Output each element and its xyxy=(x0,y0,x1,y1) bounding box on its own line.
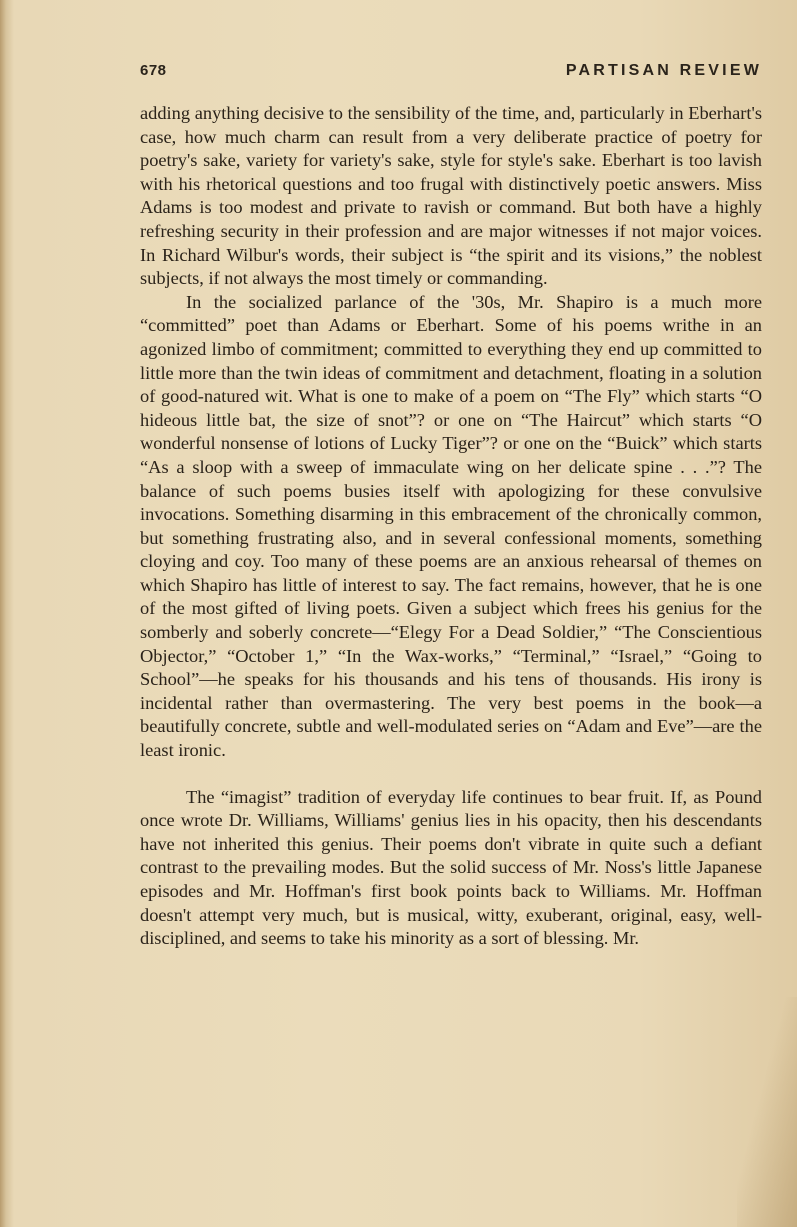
page-number: 678 xyxy=(140,62,167,79)
journal-title: PARTISAN REVIEW xyxy=(565,62,762,79)
paragraph-3: The “imagist” tradition of everyday life continues to bear fruit. If, as Pound once wrote Dr. Williams, Williams' genius lies in his opacity, then his descendants have not inherited this genius. Their poems don't vibrate in quite such a defiant contrast to the prevailing modes. But the solid success of Mr. Noss's little Japanese episodes and Mr. Hoffman's first book points back to Williams. Mr. Hoffman doesn't attempt very much, but is musical, witty, exuberant, original, easy, well-disciplined, and seems to take his minority as a sort of blessing. Mr. xyxy=(140,786,762,949)
paragraph-2: In the socialized parlance of the '30s, Mr. Shapiro is a much more “committed” poet than Adams or Eberhart. Some of his poems writhe in an agonized limbo of commitment; committed to everything they end up committed to little more than the twin ideas of commitment and detachment, floating in a solution of good-natured wit. What is one to make of a poem on “The Fly” which starts “O hideous little bat, the size of snot”? or one on “The Haircut” which starts “O wonderful nonsense of lotions of Lucky Tiger”? or one on the “Buick” which starts “As a sloop with a sweep of immaculate wing on her delicate spine . . .”? The balance of such poems busies itself with apologizing for these convulsive invocations. Something disarming in this embracement of the chronically common, but something frustrating also, and in several confessional moments, something cloying and coy. Too many of these poems are an anxious rehearsal of themes on which Shapiro has little of interest to say. The fact remains, however, that he is one of the most gifted of living poets. Given a subject which frees his genius for the somberly and soberly concrete—“Elegy For a Dead Soldier,” “The Conscientious Objector,” “October 1,” “In the Wax-works,” “Terminal,” “Israel,” “Going to School”—he speaks for his thousands and his tens of thousands. His irony is incidental rather than overmastering. The very best poems in the book—a beautifully concrete, subtle and well-modulated series on “Adam and Eve”—are the least ironic. xyxy=(140,291,762,761)
paragraph-1: adding anything decisive to the sensibility of the time, and, particularly in Eberhart's case, how much charm can result from a very deliberate practice of poetry for poetry's sake, variety for variety's sake, style for style's sake. Eberhart is too lavish with his rhetorical questions and too frugal with distinctively poetic answers. Miss Adams is too modest and private to ravish or command. But both have a highly refreshing security in their profession and are major witnesses if not major voices. In Richard Wilbur's words, their subject is “the spirit and its visions,” the noblest subjects, if not always the most timely or commanding. xyxy=(140,103,762,289)
running-head xyxy=(140,62,762,86)
body-text xyxy=(140,102,762,951)
